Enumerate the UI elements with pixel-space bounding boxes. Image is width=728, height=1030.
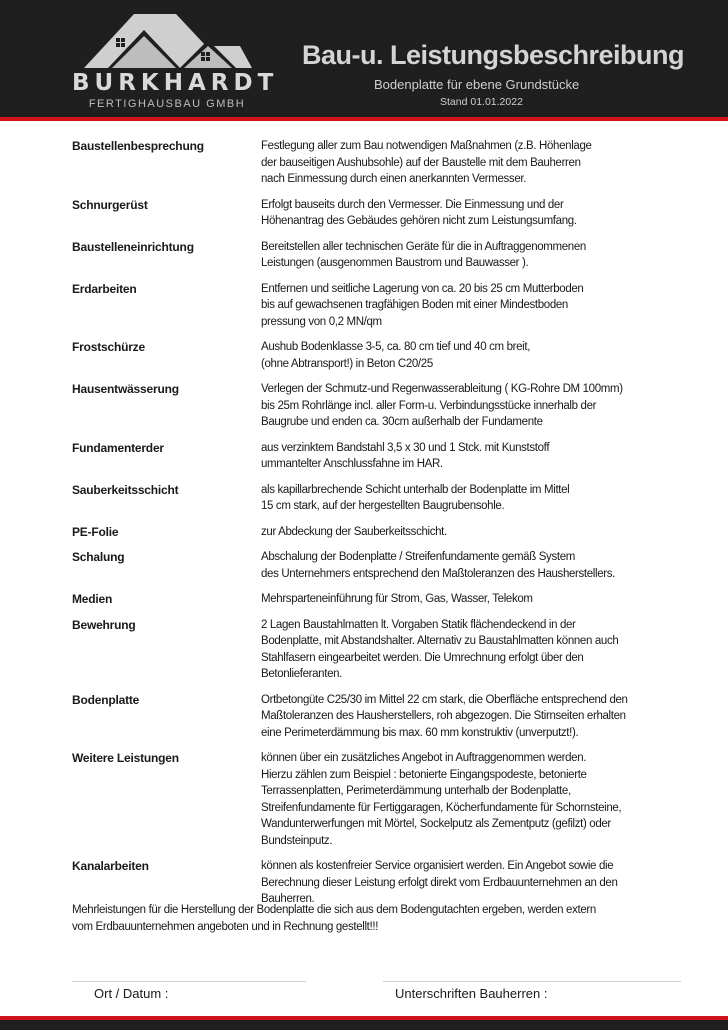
house-roof-icon bbox=[72, 10, 262, 74]
spec-description bbox=[261, 197, 682, 230]
spec-label: Baustelleneinrichtung bbox=[72, 239, 194, 254]
spec-label: Medien bbox=[72, 592, 113, 606]
spec-description-line: Abschalung der Bodenplatte / Streifenfundamente gemäß System bbox=[261, 551, 575, 563]
spec-label: Baustellenbesprechung bbox=[72, 139, 204, 153]
spec-label: PE-Folie bbox=[72, 524, 119, 539]
spec-description-line: Bundsteinputz. bbox=[261, 834, 333, 847]
spec-description-line: pressung von 0,2 MN/qm bbox=[261, 315, 382, 328]
spec-row bbox=[72, 591, 682, 608]
spec-description bbox=[261, 858, 682, 908]
spec-description-line: Erfolgt bauseits durch den Vermesser. Die Einmessung und der bbox=[261, 198, 564, 211]
spec-label: Kanalarbeiten bbox=[72, 859, 149, 873]
spec-row bbox=[72, 381, 682, 431]
spec-description bbox=[261, 339, 682, 372]
document-date: Stand 01.01.2022 bbox=[440, 96, 523, 108]
spec-label: Schalung bbox=[72, 550, 125, 564]
spec-label: Hausentwässerung bbox=[72, 382, 179, 396]
spec-description-line: Streifenfundamente für Fertiggaragen, Köcherfundamente für Schornsteine, bbox=[261, 801, 622, 814]
spec-description-line: Aushub Bodenklasse 3-5, ca. 80 cm tief und 40 cm breit, bbox=[261, 341, 531, 353]
spec-row bbox=[72, 524, 682, 541]
spec-description-line: bis 25m Rohrlänge incl. aller Form-u. Verbindungsstücke innerhalb der bbox=[261, 399, 597, 412]
spec-description-line: der bauseitigen Aushubsohle) auf der Baustelle mit dem Bauherren bbox=[261, 156, 581, 169]
footer-bar bbox=[0, 1020, 728, 1030]
spec-description-line: Baugrube und enden ca. 30cm außerhalb der Fundamente bbox=[261, 416, 543, 428]
place-date-label: Ort / Datum : bbox=[94, 986, 169, 1001]
specification-list bbox=[72, 138, 682, 917]
spec-row bbox=[72, 482, 682, 515]
spec-description-line: Entfernen und seitliche Lagerung von ca. 20 bis 25 cm Mutterboden bbox=[261, 282, 584, 295]
spec-label: Fundamenterder bbox=[72, 440, 164, 455]
header-accent-stripe bbox=[0, 117, 728, 121]
spec-description bbox=[261, 617, 682, 683]
spec-row bbox=[72, 197, 682, 230]
spec-description-line: Leistungen (ausgenommen Baustrom und Bauwasser ). bbox=[261, 257, 529, 269]
spec-description bbox=[261, 281, 682, 331]
spec-description-line: Betonlieferanten. bbox=[261, 668, 343, 680]
company-logo bbox=[72, 10, 279, 114]
spec-description-line: 2 Lagen Baustahlmatten lt. Vorgaben Statik flächendeckend in der bbox=[261, 618, 576, 631]
spec-row bbox=[72, 339, 682, 372]
spec-row bbox=[72, 750, 682, 849]
spec-description-line: Maßtoleranzen des Hausherstellers, roh abgezogen. Die Stirnseiten erhalten bbox=[261, 710, 626, 722]
spec-label: Bodenplatte bbox=[72, 692, 140, 707]
spec-row bbox=[72, 138, 682, 188]
spec-description-line: Verlegen der Schmutz-und Regenwasserableitung ( KG-Rohre DM 100mm) bbox=[261, 383, 623, 395]
spec-description-line: nach Einmessung durch einen anerkannten Vermesser. bbox=[261, 173, 527, 185]
spec-description-line: können als kostenfreier Service organisiert werden. Ein Angebot sowie die bbox=[261, 860, 614, 872]
signature-line-owners bbox=[383, 981, 681, 982]
spec-description bbox=[261, 591, 682, 608]
spec-description bbox=[261, 482, 682, 515]
spec-label: Sauberkeitsschicht bbox=[72, 482, 179, 497]
spec-label: Erdarbeiten bbox=[72, 281, 137, 296]
brand-subline: FERTIGHAUSBAU GMBH bbox=[88, 98, 246, 110]
header-bar bbox=[0, 0, 728, 117]
spec-row bbox=[72, 440, 682, 473]
spec-description-line: Mehrsparteneinführung für Strom, Gas, Wasser, Telekom bbox=[261, 593, 533, 605]
note-line: vom Erdbauunternehmen angeboten und in Rechnung gestellt!!! bbox=[72, 920, 379, 933]
spec-description-line: eine Perimeterdämmung bis max. 60 mm konstruktiv (unverputzt!). bbox=[261, 726, 579, 739]
spec-label: Frostschürze bbox=[72, 340, 145, 354]
spec-description bbox=[261, 239, 682, 272]
spec-description-line: Bauherren. bbox=[261, 893, 315, 905]
document-subtitle: Bodenplatte für ebene Grundstücke bbox=[374, 77, 580, 92]
spec-description-line: Stahlfasern eingearbeitet werden. Die Umrechnung erfolgt über den bbox=[261, 651, 584, 664]
spec-description-line: Bodenplatte, mit Abstandshalter. Alternativ zu Baustahlmatten können auch bbox=[261, 635, 619, 647]
spec-label: Schnurgerüst bbox=[72, 197, 148, 212]
spec-row bbox=[72, 281, 682, 331]
note-line: Mehrleistungen für die Herstellung der Bodenplatte die sich aus dem Bodengutachten ergeben, werden extern bbox=[72, 904, 596, 916]
brand-name: BURKHARDT bbox=[72, 70, 279, 96]
spec-description-line: Hierzu zählen zum Beispiel : betonierte Eingangspodeste, betonierte bbox=[261, 768, 587, 781]
spec-description-line: Wandunterwerfungen mit Mörtel, Sockelputz als Zementputz (gefilzt) oder bbox=[261, 818, 611, 830]
spec-description-line: bis auf gewachsenen tragfähigen Boden mit einer Mindestboden bbox=[261, 299, 568, 311]
spec-description-line: als kapillarbrechende Schicht unterhalb der Bodenplatte im Mittel bbox=[261, 483, 570, 496]
spec-description-line: des Unternehmers entsprechend den Maßtoleranzen des Hausherstellers. bbox=[261, 567, 615, 580]
spec-row bbox=[72, 549, 682, 582]
additional-services-note bbox=[72, 902, 682, 935]
spec-description bbox=[261, 138, 682, 188]
spec-description bbox=[261, 440, 682, 473]
spec-description bbox=[261, 692, 682, 742]
spec-description bbox=[261, 381, 682, 431]
spec-description-line: Ortbetongüte C25/30 im Mittel 22 cm stark, die Oberfläche entsprechend den bbox=[261, 693, 628, 706]
spec-description bbox=[261, 750, 682, 849]
spec-description-line: Höhenantrag des Gebäudes gehören nicht zum Leistungsumfang. bbox=[261, 215, 577, 227]
spec-description-line: zur Abdeckung der Sauberkeitsschicht. bbox=[261, 525, 447, 538]
spec-description bbox=[261, 524, 682, 541]
spec-row bbox=[72, 692, 682, 742]
spec-row bbox=[72, 239, 682, 272]
spec-description-line: können über ein zusätzliches Angebot in Auftraggenommen werden. bbox=[261, 752, 587, 764]
spec-row bbox=[72, 858, 682, 908]
signature-line-place-date bbox=[72, 981, 306, 982]
spec-description-line: 15 cm stark, auf der hergestellten Baugrubensohle. bbox=[261, 500, 505, 512]
spec-label: Bewehrung bbox=[72, 617, 136, 632]
spec-description bbox=[261, 549, 682, 582]
spec-row bbox=[72, 617, 682, 683]
spec-description-line: Bereitstellen aller technischen Geräte für die in Auftraggenommenen bbox=[261, 240, 586, 253]
spec-description-line: Festlegung aller zum Bau notwendigen Maßnahmen (z.B. Höhenlage bbox=[261, 140, 592, 152]
document-title: Bau-u. Leistungsbeschreibung bbox=[301, 40, 684, 70]
spec-description-line: Berechnung dieser Leistung erfolgt direkt vom Erdbauunternehmen an den bbox=[261, 876, 618, 889]
spec-label: Weitere Leistungen bbox=[72, 751, 179, 765]
owners-signature-label: Unterschriften Bauherren : bbox=[395, 986, 548, 1001]
spec-description-line: aus verzinktem Bandstahl 3,5 x 30 und 1 Stck. mit Kunststoff bbox=[261, 441, 550, 454]
spec-description-line: Terrassenplatten, Perimeterdämmung unterhalb der Bodenplatte, bbox=[261, 785, 571, 797]
spec-description-line: ummantelter Anschlussfahne im HAR. bbox=[261, 458, 443, 470]
spec-description-line: (ohne Abtransport!) in Beton C20/25 bbox=[261, 357, 433, 370]
